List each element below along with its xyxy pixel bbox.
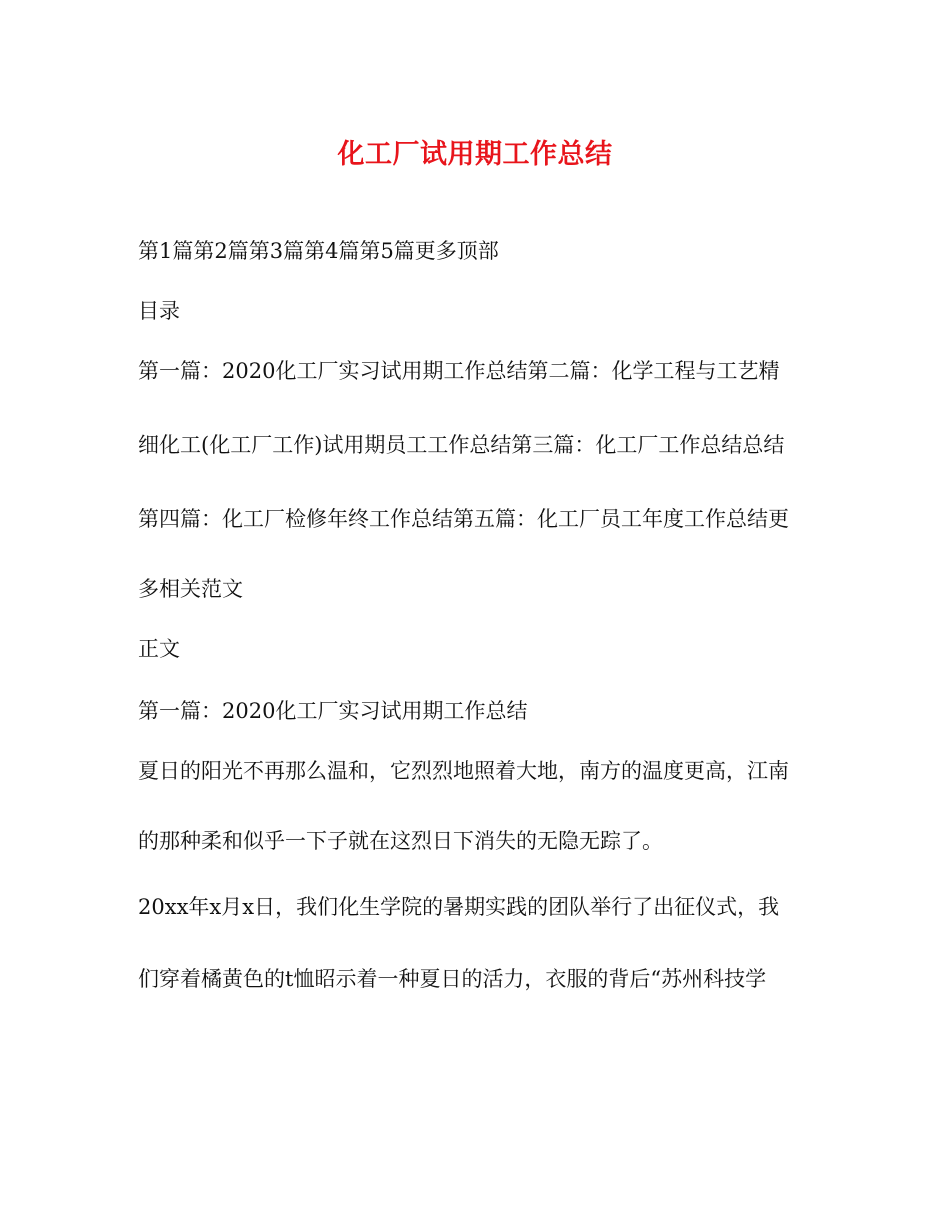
toc-line-4: 多相关范文 — [138, 577, 243, 601]
section-nav-links[interactable]: 第1篇第2篇第3篇第4篇第5篇更多顶部 — [138, 239, 499, 263]
paragraph-2-line-2: 们穿着橘黄色的t恤昭示着一种夏日的活力，衣服的背后“苏州科技学 — [138, 967, 767, 991]
paragraph-2-line-1: 20xx年x月x日，我们化生学院的暑期实践的团队举行了出征仪式，我 — [138, 895, 780, 919]
document-title: 化工厂试用期工作总结 — [337, 139, 613, 170]
toc-line-2: 细化工(化工厂工作)试用期员工工作总结第三篇：化工厂工作总结总结 — [138, 433, 785, 457]
body-heading: 正文 — [138, 637, 180, 661]
paragraph-1-line-1: 夏日的阳光不再那么温和，它烈烈地照着大地，南方的温度更高，江南 — [138, 759, 789, 783]
toc-heading: 目录 — [138, 299, 180, 323]
toc-line-1: 第一篇：2020化工厂实习试用期工作总结第二篇：化学工程与工艺精 — [138, 359, 780, 383]
paragraph-1-line-2: 的那种柔和似乎一下子就在这烈日下消失的无隐无踪了。 — [138, 829, 663, 853]
section-title: 第一篇：2020化工厂实习试用期工作总结 — [138, 699, 528, 723]
toc-line-3: 第四篇：化工厂检修年终工作总结第五篇：化工厂员工年度工作总结更 — [138, 507, 789, 531]
